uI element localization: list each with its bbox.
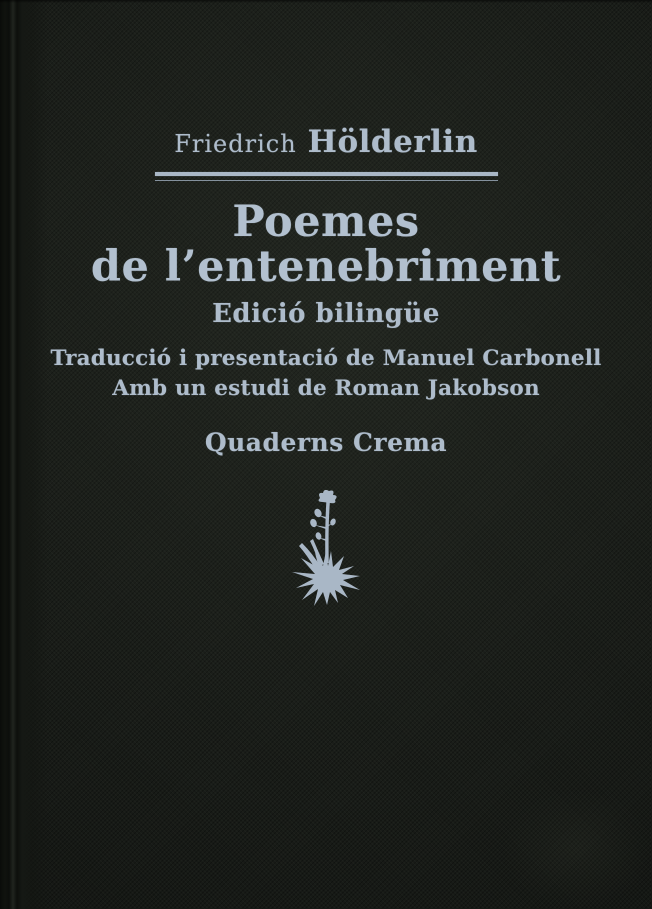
translator-credit: Traducció i presentació de Manuel Carbonell [50, 346, 602, 371]
author-first-name: Friedrich [174, 130, 297, 158]
publisher-name: Quaderns Crema [204, 428, 448, 457]
book-title-line1: Poemes [232, 197, 420, 247]
plant-emblem-icon [290, 489, 362, 607]
rule-thin-line [155, 180, 498, 182]
double-rule-divider [155, 172, 498, 181]
rule-thick-line [155, 172, 498, 176]
book-title-line2: de l’entenebriment [90, 242, 562, 292]
cloth-sheen [352, 709, 652, 909]
author-last-name: Hölderlin [307, 124, 478, 160]
author-name [0, 124, 652, 160]
study-credit: Amb un estudi de Roman Jakobson [112, 376, 540, 401]
edition-note: Edició bilingüe [212, 299, 440, 329]
cover-top-edge-shadow [0, 0, 652, 3]
